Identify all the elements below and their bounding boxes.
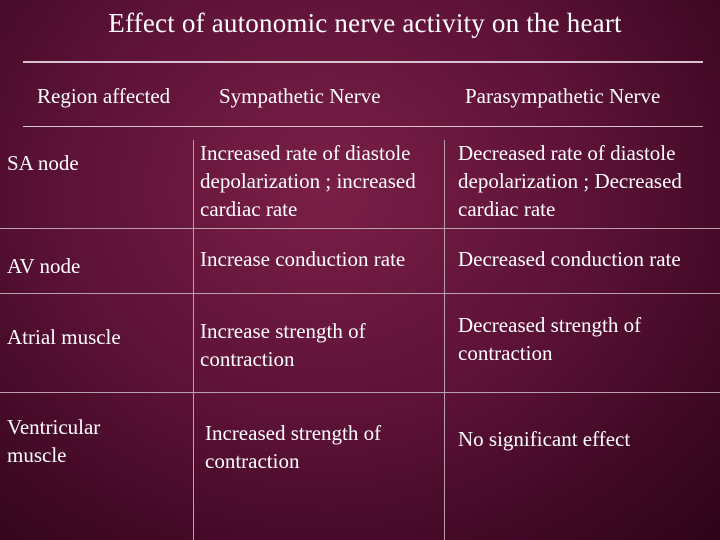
header-region-affected: Region affected [37, 84, 171, 108]
page-title: Effect of autonomic nerve activity on the heart [108, 8, 622, 38]
header-divider [23, 126, 703, 127]
header-parasympathetic-nerve: Parasympathetic Nerve [465, 84, 661, 108]
table-row-ventricular-muscle-sympathetic: Increased strength of contraction [205, 421, 382, 473]
row-divider [0, 392, 720, 393]
row-divider [0, 228, 720, 229]
table-row-av-node-parasympathetic: Decreased conduction rate [458, 247, 681, 271]
table-row-atrial-muscle-parasympathetic: Decreased strength of contraction [458, 313, 642, 365]
table-row-av-node-region: AV node [7, 254, 81, 278]
column-divider [193, 140, 194, 540]
table-row-atrial-muscle-region: Atrial muscle [7, 325, 121, 349]
row-divider [0, 293, 720, 294]
table-row-atrial-muscle-sympathetic: Increase strength of contraction [200, 319, 366, 371]
table-row-av-node-sympathetic: Increase conduction rate [200, 247, 406, 271]
header-sympathetic-nerve: Sympathetic Nerve [219, 84, 381, 108]
table-row-sa-node-sympathetic: Increased rate of diastole depolarization ; increased cardiac rate [200, 141, 416, 221]
table-row-sa-node-parasympathetic: Decreased rate of diastole depolarization ; Decreased cardiac rate [458, 141, 682, 221]
column-divider [444, 140, 445, 540]
table-row-ventricular-muscle-parasympathetic: No significant effect [458, 427, 631, 451]
table-row-ventricular-muscle-region: Ventricular muscle [7, 415, 101, 467]
table-row-sa-node-region: SA node [7, 151, 79, 175]
title-divider [23, 61, 703, 63]
